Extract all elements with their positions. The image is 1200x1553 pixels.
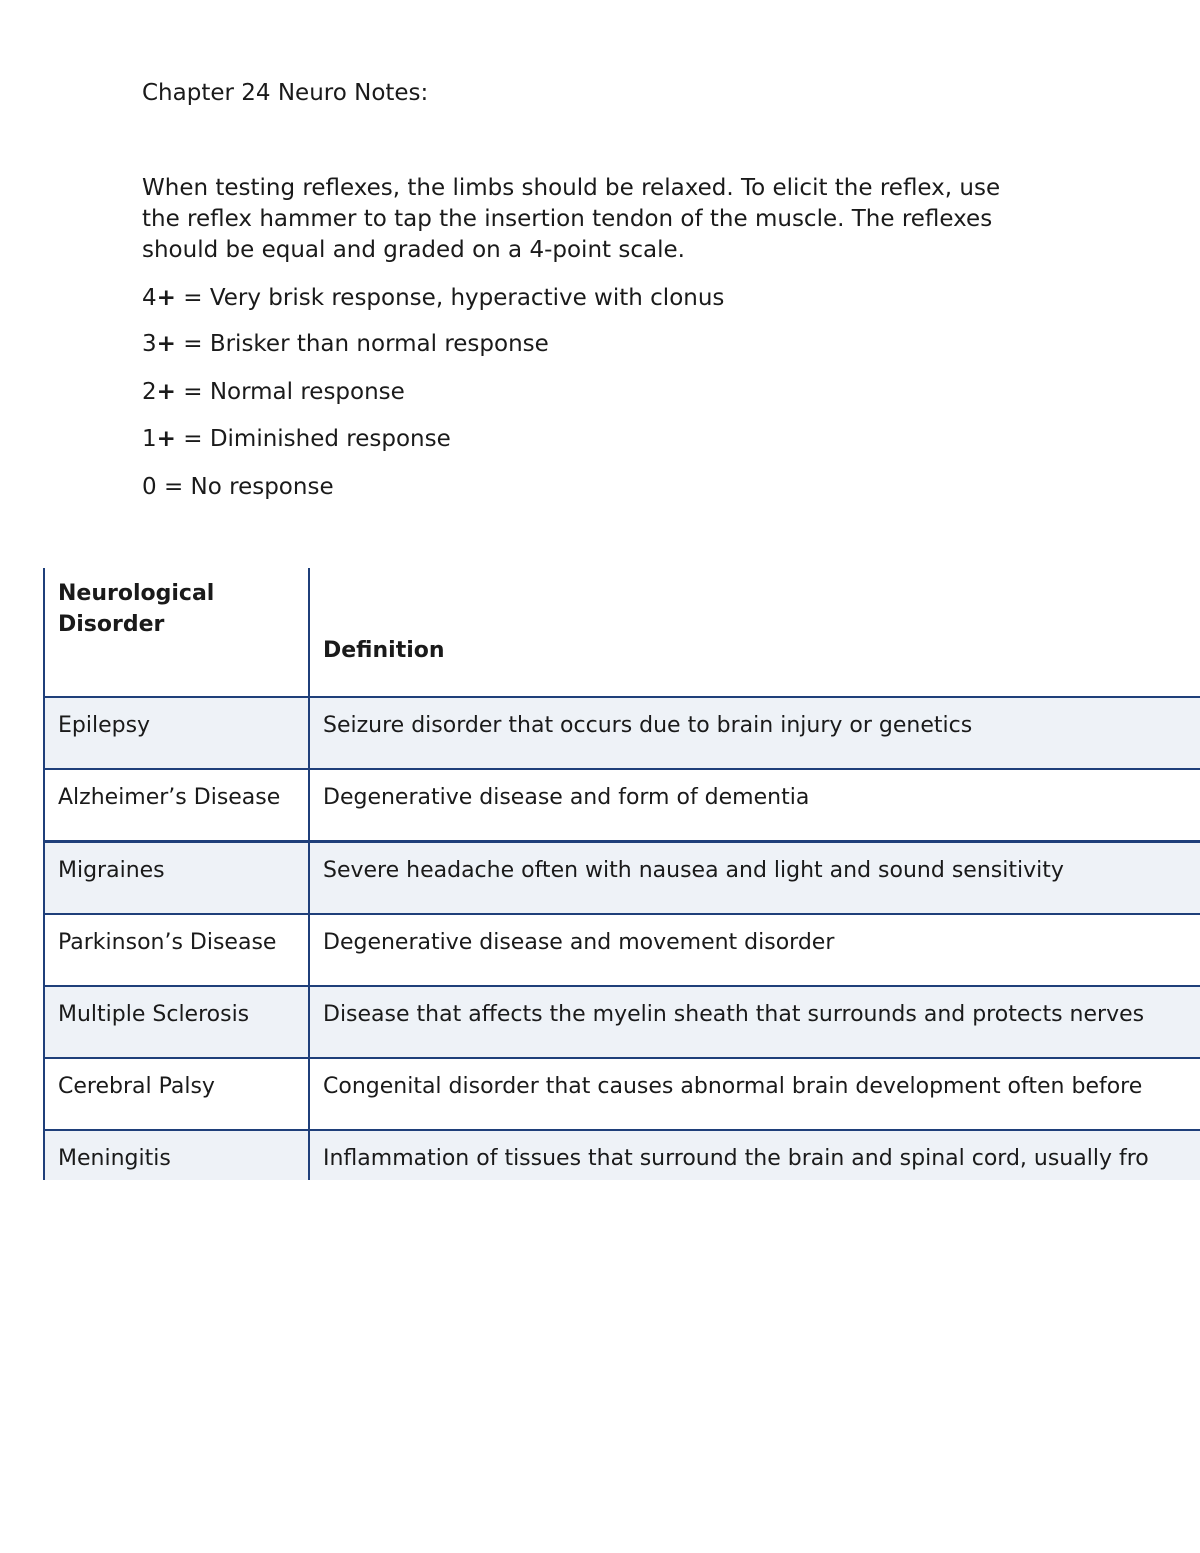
disorder-cell: Migraines — [44, 842, 309, 915]
definition-cell: Degenerative disease and movement disorder — [309, 914, 1200, 986]
header-definition: Definition — [309, 568, 1200, 697]
disorders-table — [43, 568, 1200, 1180]
table-row — [44, 842, 1200, 915]
definition-cell: Inflammation of tissues that surround the brain and spinal cord, usually fro — [309, 1130, 1200, 1180]
table-row — [44, 1130, 1200, 1180]
table-row — [44, 697, 1200, 769]
header-disorder: Neurological Disorder — [44, 568, 309, 697]
definition-cell: Congenital disorder that causes abnormal brain development often before — [309, 1058, 1200, 1130]
table-row — [44, 769, 1200, 842]
table-row — [44, 914, 1200, 986]
reflex-scale-item: 1+ = Diminished response — [142, 426, 451, 452]
reflex-scale-item: 2+ = Normal response — [142, 379, 405, 405]
disorder-cell: Parkinson’s Disease — [44, 914, 309, 986]
table-row — [44, 1058, 1200, 1130]
definition-cell: Disease that affects the myelin sheath that surrounds and protects nerves — [309, 986, 1200, 1058]
intro-paragraph: When testing reflexes, the limbs should be relaxed. To elicit the reflex, use the reflex hammer to tap the insertion tendon of the muscle. The reflexes should be equal and graded on a 4-point scale. — [142, 175, 1001, 263]
page-title: Chapter 24 Neuro Notes: — [142, 80, 429, 106]
disorder-cell: Meningitis — [44, 1130, 309, 1180]
disorder-cell: Multiple Sclerosis — [44, 986, 309, 1058]
reflex-scale-item: 0 = No response — [142, 474, 334, 500]
definition-cell: Seizure disorder that occurs due to brain injury or genetics — [309, 697, 1200, 769]
definition-cell: Degenerative disease and form of dementia — [309, 769, 1200, 842]
reflex-scale-item: 3+ = Brisker than normal response — [142, 331, 549, 357]
table-row — [44, 986, 1200, 1058]
definition-cell: Severe headache often with nausea and light and sound sensitivity — [309, 842, 1200, 915]
disorder-cell: Cerebral Palsy — [44, 1058, 309, 1130]
table-header-row — [44, 568, 1200, 697]
disorders-table-wrapper — [43, 568, 1200, 1180]
reflex-scale-item: 4+ = Very brisk response, hyperactive with clonus — [142, 285, 725, 311]
disorder-cell: Alzheimer’s Disease — [44, 769, 309, 842]
disorder-cell: Epilepsy — [44, 697, 309, 769]
